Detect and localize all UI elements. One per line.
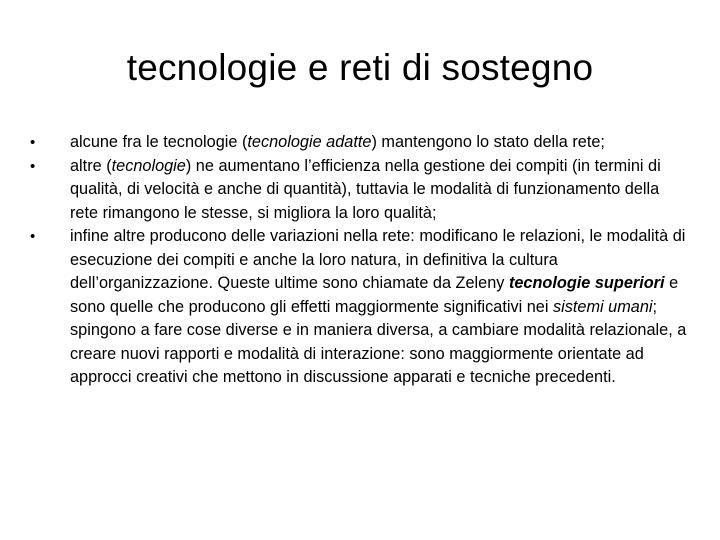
emphasized-term: sistemi umani	[553, 297, 653, 316]
bullet-list	[26, 131, 688, 390]
bullet-marker-icon: •	[30, 134, 36, 151]
emphasized-term: tecnologie superiori	[508, 274, 665, 292]
emphasized-term: tecnologie	[111, 156, 186, 175]
bullet-text-segment: altre (	[70, 156, 112, 175]
bullet-text-segment: ) ne aumentano l’efficienza nella gestione dei compiti (in termini di qualità, di velocità e anche di quantità), tuttavia le modalità di funzionamento della rete rimangono le stesse, si migliora la loro qualità;	[70, 156, 661, 222]
bullet-text-segment: e sono quelle che producono gli effetti maggiormente significativi nei	[70, 274, 679, 316]
bullet-item	[26, 155, 688, 226]
slide-title: tecnologie e reti di sostegno	[126, 47, 594, 88]
bullet-item	[26, 131, 688, 155]
bullet-text-segment: ) mantengono lo stato della rete;	[371, 133, 605, 151]
bullet-text	[70, 131, 688, 155]
bullet-text-segment: ; spingono a fare cose diverse e in maniera diversa, a cambiare modalità relazionale, a creare nuovi rapporti e modalità di interazione: sono maggiormente orientate ad approcci creativi che mettono in discussione apparati e tecniche precedenti.	[70, 297, 687, 386]
bullet-text-segment: infine altre producono delle variazioni nella rete: modificano le relazioni, le modalità di esecuzione dei compiti e anche la loro natura, in definitiva la cultura dell’organizzazione. Queste ultime sono chiamate da Zeleny	[70, 227, 686, 292]
emphasized-term: tecnologie adatte	[247, 133, 372, 151]
bullet-marker-icon: •	[30, 228, 36, 245]
bullet-text-segment: alcune fra le tecnologie (	[70, 133, 248, 151]
bullet-item	[26, 225, 688, 390]
bullet-text	[70, 225, 688, 390]
bullet-marker-icon: •	[30, 157, 36, 175]
bullet-text	[70, 155, 688, 226]
